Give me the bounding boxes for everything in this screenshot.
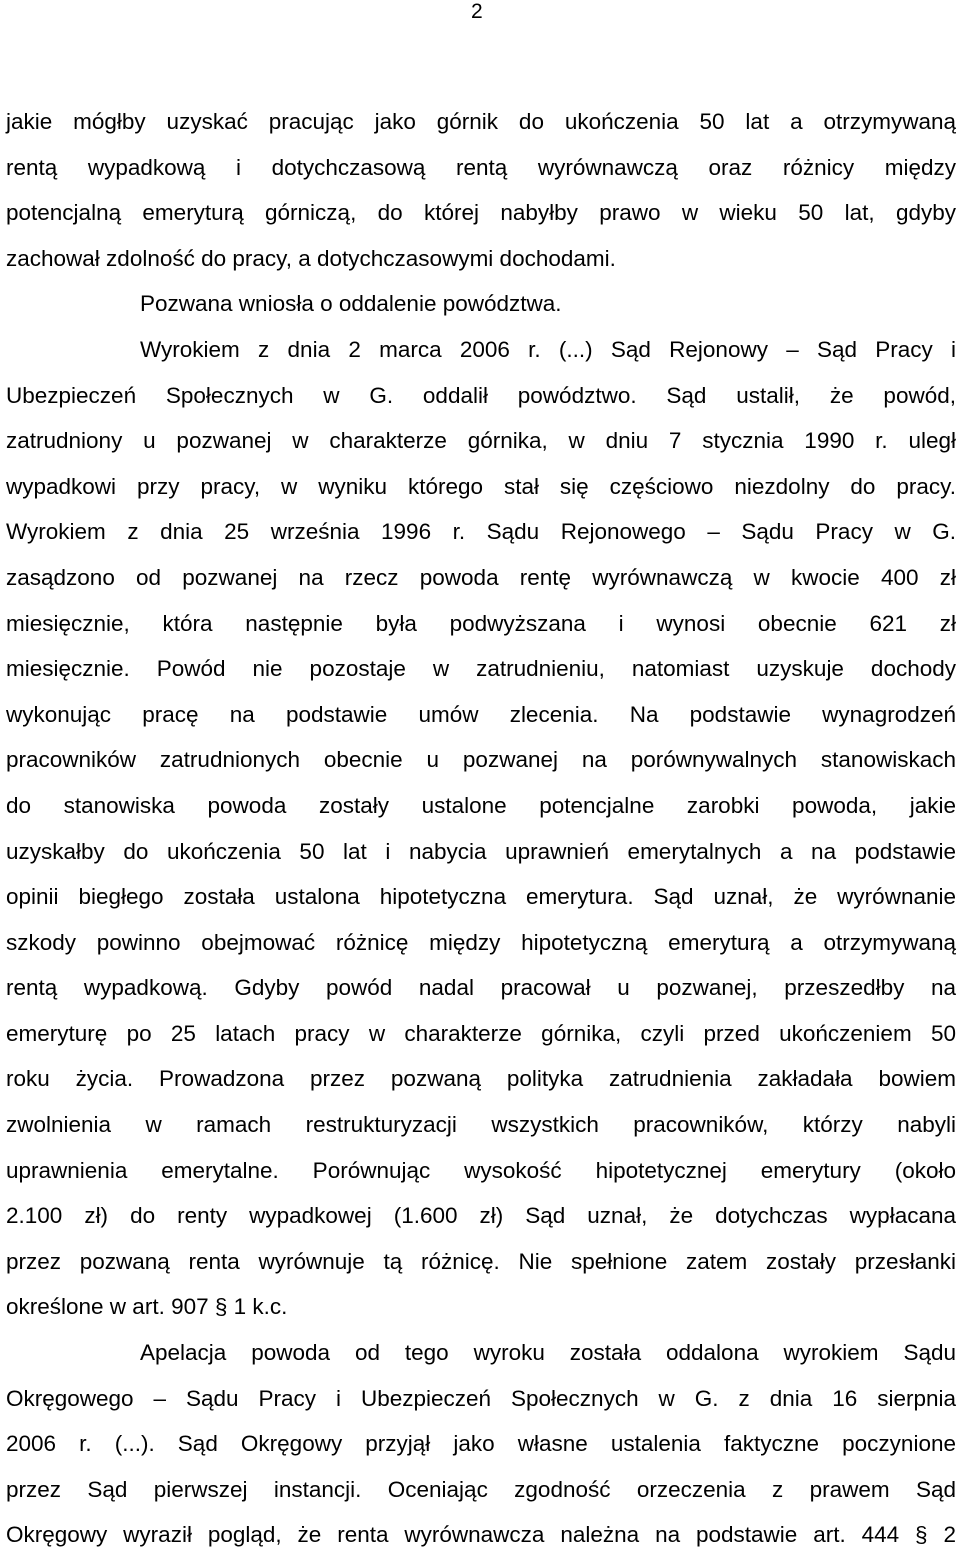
text-line: przez Sąd pierwszej instancji. Oceniając zgodność orzeczenia z prawem Sąd [6, 1476, 956, 1502]
text-line: Pozwana wniosła o oddalenie powództwa. [140, 291, 562, 317]
text-line: Apelacja powoda od tego wyroku została oddalona wyrokiem Sądu [140, 1340, 956, 1366]
text-line: roku życia. Prowadzona przez pozwaną polityka zatrudnienia zakładała bowiem [6, 1066, 956, 1092]
text-line: pracowników zatrudnionych obecnie u pozwanej na porównywalnych stanowiskach [6, 747, 956, 773]
text-line: uzyskałby do ukończenia 50 lat i nabycia uprawnień emerytalnych a na podstawie [6, 838, 956, 864]
text-line: do stanowiska powoda zostały ustalone potencjalne zarobki powoda, jakie [6, 792, 956, 818]
text-line: Okręgowego – Sądu Pracy i Ubezpieczeń Społecznych w G. z dnia 16 sierpnia [6, 1385, 956, 1411]
text-line: rentą wypadkową. Gdyby powód nadal pracował u pozwanej, przeszedłby na [6, 975, 956, 1001]
text-line: miesięcznie. Powód nie pozostaje w zatrudnieniu, natomiast uzyskuje dochody [6, 656, 956, 682]
text-line: jakie mógłby uzyskać pracując jako górnik do ukończenia 50 lat a otrzymywaną [6, 109, 956, 134]
text-line: szkody powinno obejmować różnicę między hipotetyczną emeryturą a otrzymywaną [6, 929, 956, 955]
text-line: 2.100 zł) do renty wypadkowej (1.600 zł) Sąd uznał, że dotychczas wypłacana [6, 1203, 956, 1229]
text-line: wykonując pracę na podstawie umów zlecenia. Na podstawie wynagrodzeń [6, 701, 956, 727]
text-line: Okręgowy wyraził pogląd, że renta wyrównawcza należna na podstawie art. 444 § 2 [6, 1522, 956, 1548]
text-line: zatrudniony u pozwanej w charakterze górnika, w dniu 7 stycznia 1990 r. uległ [6, 428, 956, 454]
text-line: emeryturę po 25 latach pracy w charakterze górnika, czyli przed ukończeniem 50 [6, 1020, 956, 1046]
text-line: Wyrokiem z dnia 2 marca 2006 r. (...) Sąd Rejonowy – Sąd Pracy i [140, 336, 956, 362]
text-line: miesięcznie, która następnie była podwyższana i wynosi obecnie 621 zł [6, 610, 956, 636]
page-number: 2 [471, 0, 483, 23]
text-line: wypadkowi przy pracy, w wyniku którego stał się częściowo niezdolny do pracy. [6, 473, 956, 499]
text-line: zasądzono od pozwanej na rzecz powoda rentę wyrównawczą w kwocie 400 zł [6, 564, 956, 590]
text-line: uprawnienia emerytalne. Porównując wysokość hipotetycznej emerytury (około [6, 1157, 956, 1183]
text-line: określone w art. 907 § 1 k.c. [6, 1294, 288, 1320]
text-line: przez pozwaną renta wyrównuje tą różnicę. Nie spełnione zatem zostały przesłanki [6, 1248, 956, 1274]
text-line: 2006 r. (...). Sąd Okręgowy przyjął jako własne ustalenia faktyczne poczynione [6, 1431, 956, 1457]
text-line: Ubezpieczeń Społecznych w G. oddalił powództwo. Sąd ustalił, że powód, [6, 382, 956, 408]
text-line: Wyrokiem z dnia 25 września 1996 r. Sądu Rejonowego – Sądu Pracy w G. [6, 519, 956, 545]
text-line: potencjalną emeryturą górniczą, do której nabyłby prawo w wieku 50 lat, gdyby [6, 200, 956, 226]
text-line: opinii biegłego została ustalona hipotetyczna emerytura. Sąd uznał, że wyrównanie [6, 884, 956, 910]
text-line: zachował zdolność do pracy, a dotychczasowymi dochodami. [6, 245, 616, 271]
text-line: rentą wypadkową i dotychczasową rentą wyrównawczą oraz różnicy między [6, 154, 956, 180]
text-line: zwolnienia w ramach restrukturyzacji wszystkich pracowników, którzy nabyli [6, 1112, 956, 1138]
document-body [6, 99, 956, 1558]
